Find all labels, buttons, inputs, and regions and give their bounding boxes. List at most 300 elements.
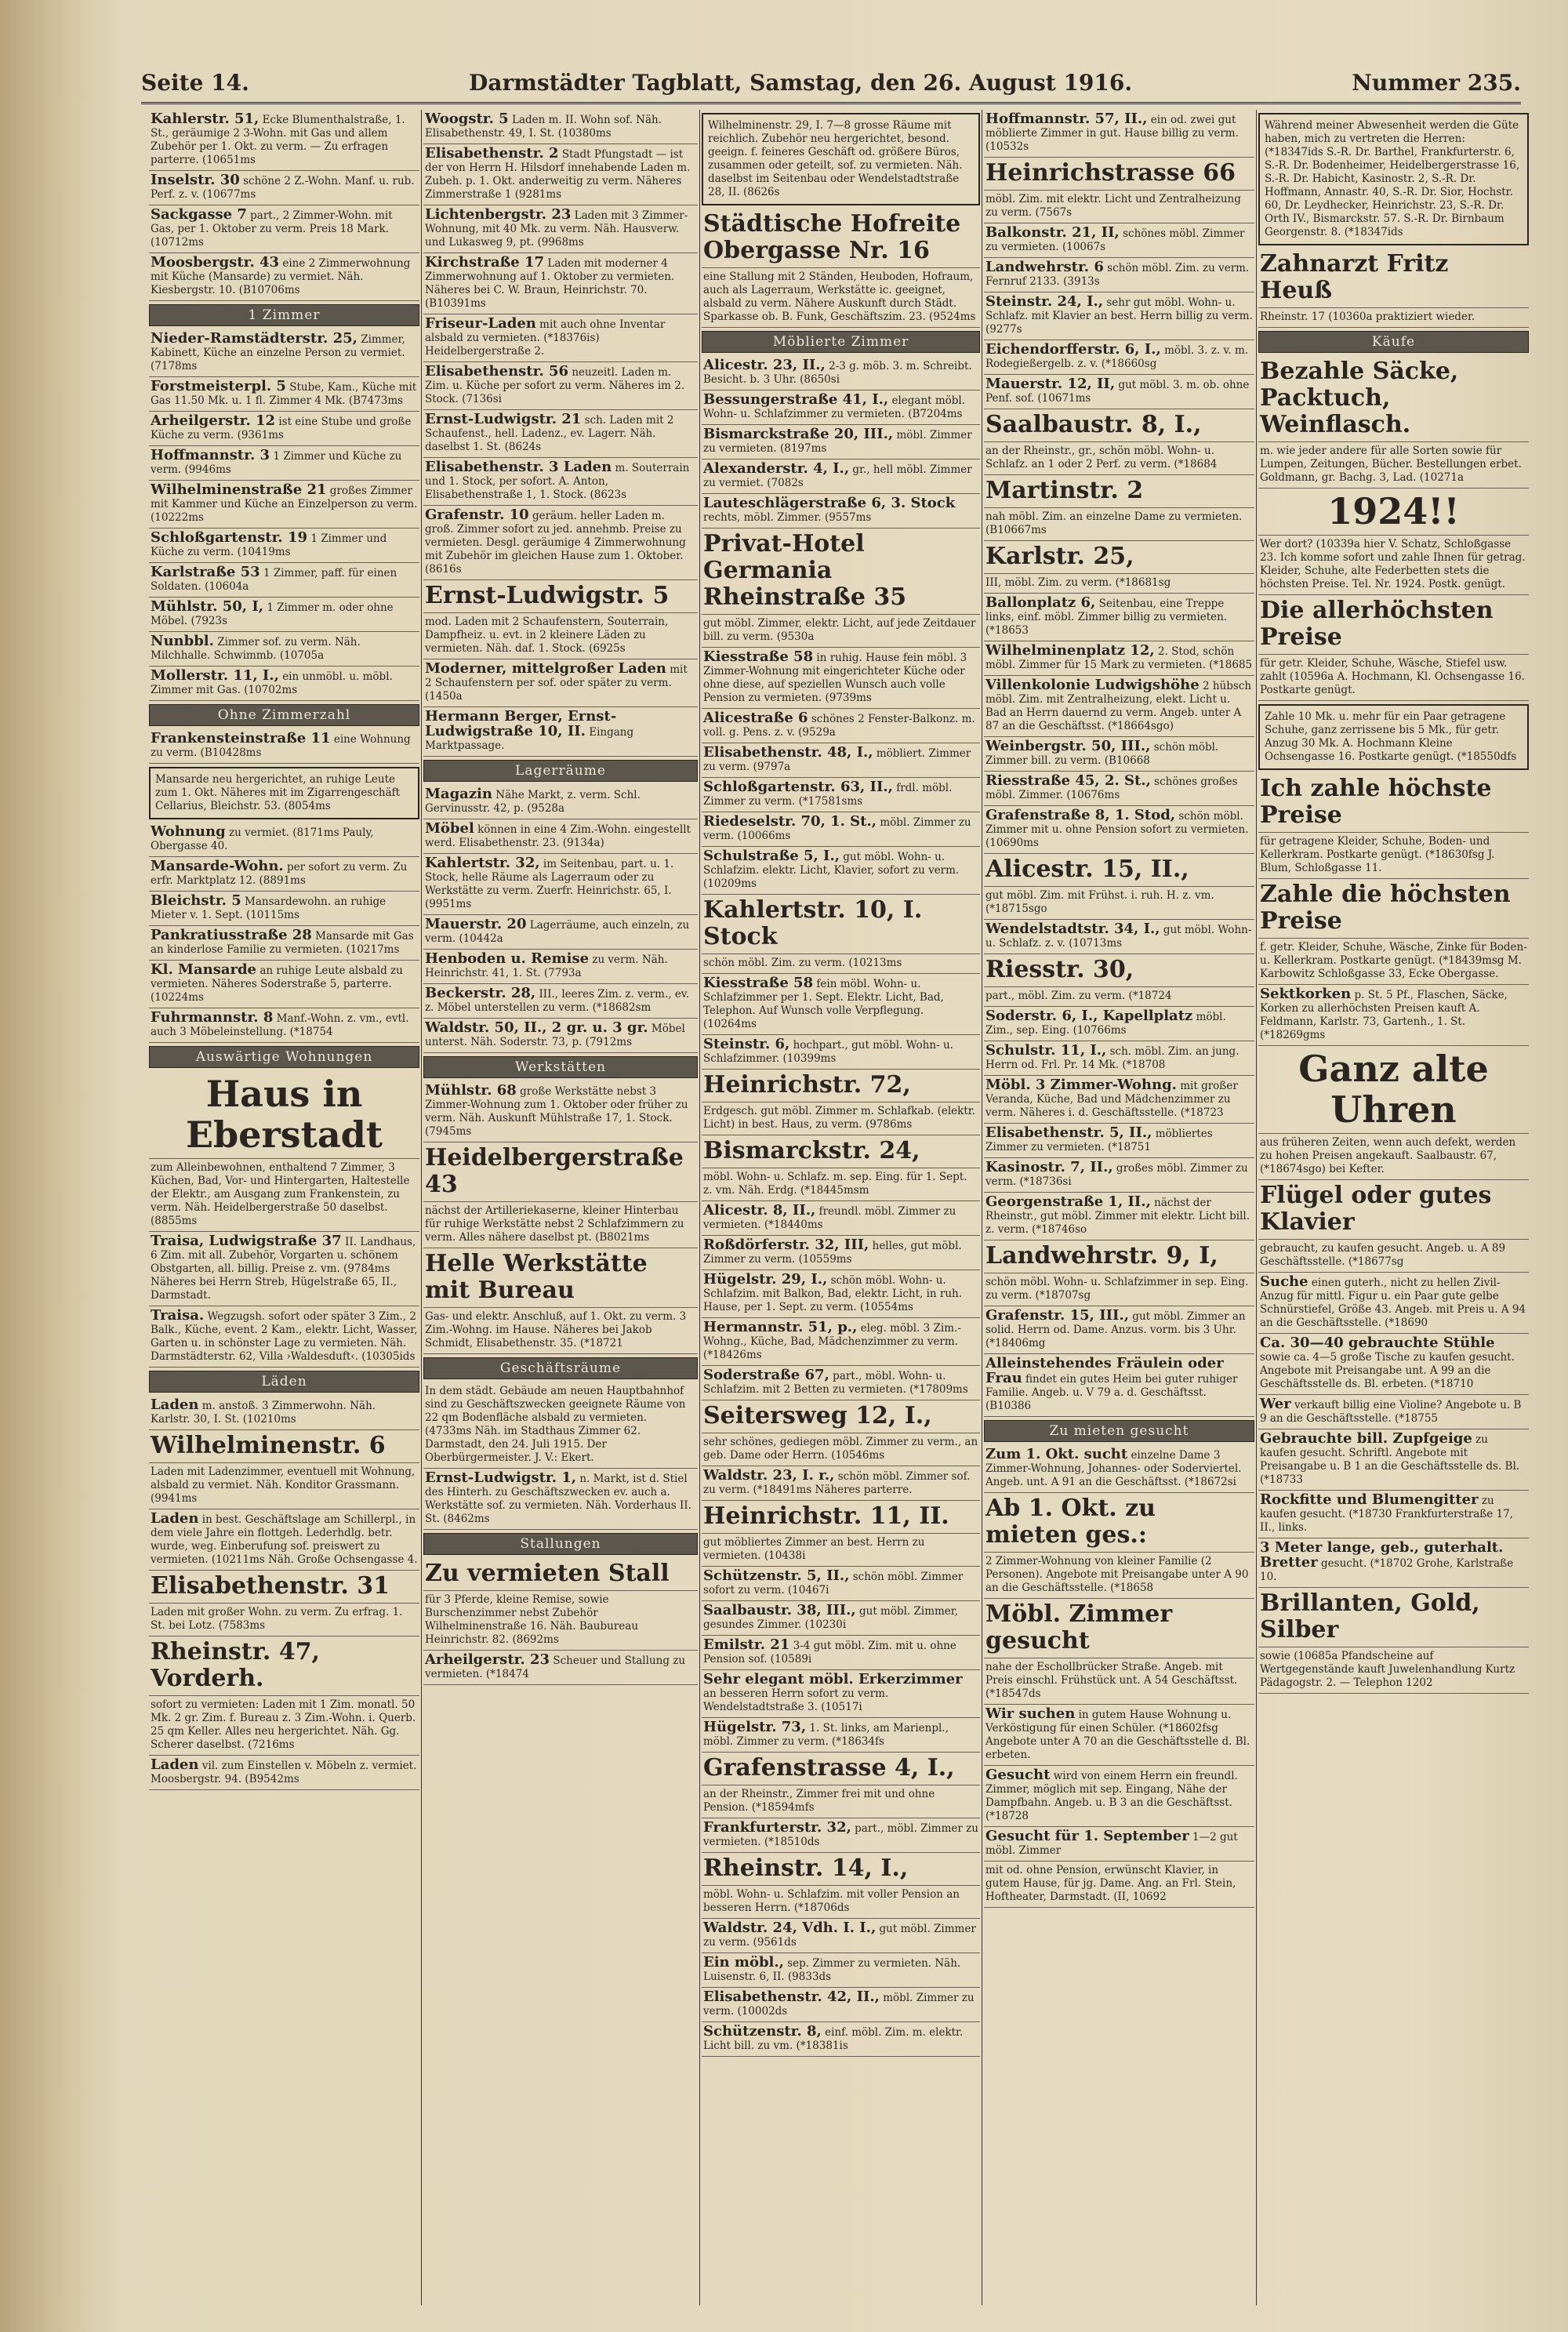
ad-headline: Privat-Hotel Germania Rheinstraße 35 (703, 530, 907, 611)
classified-ad (1258, 1334, 1529, 1395)
ad-headline: Zahle die höchsten Preise (1260, 881, 1511, 935)
ad-text: Gas- und elektr. Anschluß, auf 1. Okt. zu verm. 3 Zim.-Wohng. im Hause. Näheres bei Jakob Schmidt, Elisabethenstr. 35. (*18721 (425, 1310, 687, 1349)
ad-text: in gutem Hause Wohnung u. Verköstigung für einen Schüler. (*18602fsg Angebote unter A 70 an die Geschäftsstelle d. Bl. erbeten. (985, 1709, 1250, 1761)
ad-text: Stadt Pfungstadt — ist der von Herrn H. Hilsdorf innehabende Laden m. Zubeh. p. 1. Okt. anderweitig zu verm. Näheres Zimmerstraße 1 (9281ms (425, 148, 691, 201)
classified-ad (423, 458, 698, 506)
classified-ad (1258, 1491, 1529, 1538)
classified-ad (984, 574, 1254, 594)
classified-ad (702, 1070, 980, 1102)
boxed-advertisement: Zahle 10 Mk. u. mehr für ein Paar getragene Schuhe, ganz zerrissene bis 5 Mk., für getr. Anzug 30 Mk. A. Hochmann Kleine Ochsengasse 16. Postkarte genügt. (*18550dfs (1258, 704, 1529, 770)
ad-text: möbl. Wohn- u. Schlafz. m. sep. Eing. für 1. Sept. z. vm. Näh. Erdg. (*18445msm (703, 1171, 967, 1197)
classified-ad (984, 1493, 1254, 1553)
ad-keyword: Alicestraße 6 (703, 710, 808, 726)
ad-text: 1 Zimmer m. oder ohne Möbel. (7923s (151, 601, 394, 627)
classified-ad (149, 1232, 419, 1306)
classified-ad (984, 987, 1254, 1007)
classified-ad (984, 1766, 1254, 1827)
ad-keyword: Sehr elegant möbl. Erkerzimmer (703, 1671, 963, 1687)
classified-ad (149, 1159, 419, 1232)
ad-text: Scheuer und Stallung zu vermieten. (*18474 (425, 1655, 686, 1680)
ad-keyword: Balkonstr. 21, II, (985, 224, 1120, 241)
ad-keyword: Traisa, Ludwigstraße 37 (151, 1233, 342, 1249)
ad-keyword: Laden (151, 1756, 199, 1773)
classified-ad (1258, 1395, 1529, 1429)
ad-text: nahe der Eschollbrücker Straße. Angeb. mit Preis einschl. Frühstück unt. A 54 Geschäftsst. (*18547ds (985, 1661, 1238, 1700)
ad-text: ein unmöbl. u. möbl. Zimmer mit Gas. (10702ms (151, 670, 393, 696)
classified-ad (149, 1071, 419, 1159)
ad-text: Eingang Marktpassage. (425, 726, 634, 752)
classified-ad (984, 1658, 1254, 1705)
ad-text: Ecke Blumenthalstraße, 1. St., geräumige 2 3-Wohn. mit Gas und allem Zubehör per 1. Okt. zu verm. — Zu erfragen parterre. (10651ms (151, 114, 405, 166)
classified-ad (702, 1953, 980, 1988)
classified-ad (984, 541, 1254, 574)
ad-text: mod. Laden mit 2 Schaufenstern, Souterrain, Dampfheiz. u. evt. in 2 kleinere Läden zu vermieten. Näh. daf. 1. Stock. (6925s (425, 616, 669, 655)
ad-text: Zimmer, Kabinett, Küche an einzelne Person zu vermiet. (7178ms (151, 333, 405, 372)
classified-ad (702, 1466, 980, 1501)
ad-keyword: Frankensteinstraße 11 (151, 730, 331, 746)
ad-keyword: Schützenstr. 5, II., (703, 1567, 850, 1584)
ad-keyword: Schloßgartenstr. 19 (151, 529, 308, 546)
classified-ad (423, 253, 698, 314)
ad-keyword: Emilstr. 21 (703, 1636, 790, 1653)
classified-ad (984, 676, 1254, 737)
ad-headline: Heidelbergerstraße 43 (425, 1144, 684, 1198)
ad-keyword: Nunbbl. (151, 633, 214, 649)
ad-keyword: Moderner, mittelgroßer Laden (425, 660, 666, 677)
classified-ad (149, 1396, 419, 1430)
classified-ad (149, 412, 419, 446)
classified-ad (984, 737, 1254, 772)
classified-ad (702, 459, 980, 494)
boxed-advertisement: Mansarde neu hergerichtet, an ruhige Leute zum 1. Okt. Näheres mit im Zigarrengeschäft Cellarius, Bleichstr. 53. (8054ms (149, 767, 419, 819)
ad-display-headline: Ganz alte Uhren (1298, 1048, 1489, 1131)
classified-ad (149, 1008, 419, 1043)
classified-ad (423, 580, 698, 613)
ad-text: möbl. Wohn- u. Schlafzim. mit voller Pension an besseren Herrn. (*18706ds (703, 1888, 960, 1914)
classified-ad (149, 110, 419, 171)
ad-keyword: Bleichstr. 5 (151, 892, 241, 909)
classified-ad (149, 205, 419, 253)
ad-keyword: Friseur-Laden (425, 315, 536, 332)
ad-text: gebraucht, zu kaufen gesucht. Angeb. u. A 89 Geschäftsstelle. (*18677sg (1260, 1242, 1506, 1268)
ad-display-headline: Haus in Eberstadt (185, 1073, 383, 1156)
classified-ad (984, 475, 1254, 508)
ad-text: schönes möbl. Zimmer zu vermieten. (10067s (985, 227, 1245, 253)
classified-ad (1258, 773, 1529, 833)
ad-keyword: Mühlstr. 50, I, (151, 598, 264, 615)
classified-ad (702, 812, 980, 847)
ad-text: gr., hell möbl. Zimmer zu vermiet. (7082s (703, 463, 972, 489)
classified-ad (702, 1035, 980, 1070)
ad-keyword: Ein möbl., (703, 1954, 784, 1971)
ad-text: 1. St. links, am Marienpl., möbl. Zimmer zu verm. (*18634fs (703, 1722, 949, 1748)
classified-ad (984, 1193, 1254, 1240)
ad-text: p. St. 5 Pf., Flaschen, Säcke, Korken zu allerhöchsten Preisen kauft A. Feldmann, Karlstr. 73, Gartenh., 1. St. (*18269gms (1260, 989, 1508, 1041)
ad-text: können in eine 4 Zim.-Wohn. eingestellt werd. Elisabethenstr. 23. (9134a) (425, 823, 691, 849)
column-rule (421, 110, 422, 2305)
ad-keyword: Riesstraße 45, 2. St., (985, 772, 1151, 789)
ad-display-headline: 1924!! (1327, 490, 1460, 532)
classified-ad (984, 920, 1254, 954)
section-heading: Käufe (1258, 331, 1529, 353)
ad-text: part., 2 Zimmer-Wohn. mit Gas, per 1. Oktober zu verm. Preis 18 Mark. (10712ms (151, 209, 393, 249)
ad-text: Rheinstr. 17 (10360a praktiziert wieder. (1260, 311, 1475, 323)
ad-text: schön möbl. Zimmer mit u. ohne Pension sofort zu vermieten. (10690ms (985, 810, 1249, 849)
ad-text: geräum. heller Laden m. groß. Zimmer sofort zu jed. annehmb. Preise zu vermieten. Desgl. geräumige 4 Zimmerwohnung mit Zubehör im gleichen Hause zum 1. Oktober. (8616s (425, 510, 686, 576)
ad-text: part., möbl. Wohn- u. Schlafzim. mit 2 Betten zu vermieten. (*17809ms (703, 1370, 968, 1396)
ad-text: in best. Geschäftslage am Schillerpl., in dem viele Jahre ein flottgeh. Lederhdlg. betr. wurde, weg. Einberufung sof. preiswert zu vermieten. (10211ms Näh. Große Ochsengasse 4. (151, 1513, 418, 1566)
classified-ad (423, 1248, 698, 1308)
ad-headline: Rheinstr. 47, Vorderh. (151, 1638, 320, 1692)
classified-ad (984, 1240, 1254, 1273)
classified-ad (423, 1019, 698, 1053)
classified-ad (1258, 939, 1529, 985)
ad-text: Nähe Markt, z. verm. Schl. Gervinusstr. 42, p. (9528a (425, 789, 641, 815)
ad-headline: Ernst-Ludwigstr. 5 (425, 582, 670, 609)
classified-ad (423, 984, 698, 1019)
ad-text: Stube, Kam., Küche mit Gas 11.50 Mk. u. 1 fl. Zimmer 4 Mk. (B7473ms (151, 381, 417, 407)
classified-ad (702, 648, 980, 709)
classified-ad (149, 1604, 419, 1636)
ad-text: für 3 Pferde, kleine Remise, sowie Burschenzimmer nebst Zubehör Wilhelminenstraße 16. Näh. Baubureau Heinrichstr. 82. (8692ms (425, 1593, 639, 1646)
ad-keyword: Hügelstr. 29, I., (703, 1271, 828, 1288)
column-5 (1258, 110, 1529, 2305)
classified-ad (423, 819, 698, 854)
ad-keyword: Schulstraße 5, I., (703, 848, 840, 864)
classified-ad (702, 1366, 980, 1400)
ad-text: Seitenbau, eine Treppe links, einf. möbl. Zimmer billig zu vermieten. (*18653 (985, 598, 1228, 637)
ad-keyword: Waldstr. 50, II., 2 gr. u. 3 gr. (425, 1019, 648, 1036)
ad-text: Manf.-Wohn. z. vm., evtl. auch 3 Möbeleinstellung. (*18754 (151, 1012, 409, 1038)
ad-keyword: Waldstr. 23, I. r., (703, 1467, 835, 1484)
ad-text: Wer dort? (10339a hier V. Schatz, Schloßgasse 23. Ich komme sofort und zahle Ihnen für getrag. Kleider, Schuhe, alte Federbetten stets die höchsten Preise. Tel. Nr. 1924. Postk. genügt. (1260, 538, 1526, 590)
classified-ad (702, 1636, 980, 1670)
ad-keyword: Ca. 30—40 gebrauchte Stühle (1260, 1335, 1495, 1351)
ad-text: schön möbl. Zim. zu verm. Fernruf 2133. (3913s (985, 262, 1250, 288)
ad-text: Laden mit großer Wohn. zu verm. Zu erfrag. 1. St. bei Lotz. (7583ms (151, 1606, 403, 1632)
ad-text: 1 Zimmer und Küche zu verm. (10419ms (151, 532, 387, 558)
ad-text: möbl. Zim. mit elektr. Licht und Zentralheizung zu verm. (7567s (985, 193, 1241, 219)
ad-keyword: Lauteschlägerstraße 6, 3. Stock (703, 495, 956, 511)
ad-headline: Martinstr. 2 (985, 477, 1144, 504)
ad-keyword: Kasinostr. 7, II., (985, 1159, 1113, 1175)
classified-ad (702, 1168, 980, 1201)
ad-text: einen guterh., nicht zu hellen Zivil-Anzug für mittl. Figur u. ein Paar gute gelbe Schnürstiefel, Größe 43. Angeb. mit Preis u. A 94 an die Geschäftsstelle. (*18690 (1260, 1277, 1526, 1329)
ad-text: elegant möbl. Wohn- u. Schlafzimmer zu vermieten. (B7204ms (703, 394, 966, 420)
section-heading: Stallungen (423, 1533, 698, 1555)
classified-ad (702, 1201, 980, 1236)
ad-keyword: Hoffmannstr. 3 (151, 447, 270, 463)
column-rule (1256, 110, 1257, 2305)
ad-keyword: Alexanderstr. 4, I., (703, 460, 850, 477)
classified-ad (984, 375, 1254, 409)
classified-ad (984, 1076, 1254, 1124)
ad-text: m. anstoß. 3 Zimmerwohn. Näh. Karlstr. 30, I. St. (10210ms (151, 1400, 376, 1426)
ad-headline: Karlstr. 25, (985, 543, 1134, 570)
classified-ad (149, 823, 419, 857)
ad-text: 1 Zimmer und Küche zu verm. (9946ms (151, 450, 402, 476)
ad-keyword: Kl. Mansarde (151, 961, 257, 978)
classified-ad (423, 659, 698, 707)
classified-ad (423, 950, 698, 984)
classified-ad (702, 1135, 980, 1168)
classified-ad (702, 209, 980, 268)
ad-text: Mansarde mit Gas an kinderlose Familie zu vermieten. (10217ms (151, 930, 414, 956)
classified-ad (149, 857, 419, 892)
ad-text: möbliertes Zimmer zu vermieten. (*18751 (985, 1128, 1213, 1153)
ad-headline: Seitersweg 12, I., (703, 1402, 932, 1429)
ad-text: wird von einem Herrn ein freundl. Zimmer, möglich mit sep. Eingang, Nähe der Dampfbahn. Angeb. u. B 3 an die Geschäftsst. (*18728 (985, 1770, 1238, 1822)
ad-headline: Riesstr. 30, (985, 956, 1134, 983)
ad-text: gut möbl. Wohn- u. Schlafz. z. v. (10713ms (985, 924, 1252, 950)
classified-ad (702, 390, 980, 425)
classified-ad (1258, 595, 1529, 655)
section-heading: Möblierte Zimmer (702, 331, 980, 353)
classified-ad (702, 2022, 980, 2057)
classified-ad (149, 1463, 419, 1509)
ad-text: eine 2 Zimmerwohnung mit Küche (Mansarde) zu vermiet. Näh. Kiesbergstr. 10. (B10706ms (151, 257, 411, 296)
classified-ad (1258, 1273, 1529, 1334)
classified-ad (1258, 489, 1529, 536)
ad-keyword: Mollerstr. 11, I., (151, 667, 279, 684)
classified-ad (984, 854, 1254, 887)
classified-ad (984, 1306, 1254, 1354)
classified-ad (702, 1433, 980, 1466)
ad-text: 2 hübsch möbl. Zim. mit Zentralheizung, elekt. Licht u. Bad an Herrn dauernd zu verm. Angeb. unter A 87 an die Geschäftsst. (*18664sgo) (985, 680, 1252, 732)
ad-text: f. getr. Kleider, Schuhe, Wäsche, Zinke für Boden- u. Kellerkram. Postkarte genügt. (*18439msg M. Karbowitz Schloßgasse 33, Ecke Obergasse. (1260, 941, 1527, 980)
ad-text: hochpart., gut möbl. Wohn- u. Schlafzimmer. (10399ms (703, 1039, 953, 1065)
classified-ad (149, 729, 419, 764)
classified-ad (702, 847, 980, 895)
ad-text: möbl. Zimmer zu vermieten. (8197ms (703, 429, 972, 455)
classified-ad (984, 1553, 1254, 1599)
classified-ad (423, 410, 698, 458)
ad-text: In dem städt. Gebäude am neuen Hauptbahnhof sind zu Geschäftszwecken geeignete Räume von 22 qm Bodenfläche alsbald zu vermieten. (4733ms Näh. im Stadthaus Zimmer 62. Darmstadt, den 24. Juli 1915. Der Oberbürgermeister. J. V.: Ekert. (425, 1385, 686, 1464)
ad-keyword: Kiesstraße 58 (703, 648, 814, 665)
ad-text: Möbel unterst. Näh. Soderstr. 73, p. (7912ms (425, 1023, 685, 1048)
section-heading: Geschäftsräume (423, 1357, 698, 1379)
ad-keyword: Saalbaustr. 38, III., (703, 1602, 856, 1618)
ad-keyword: Bismarckstraße 20, III., (703, 426, 894, 442)
ad-text: gesucht. (*18702 Grohe, Karlstraße 10. (1260, 1557, 1514, 1583)
ad-text: sch. möbl. Zim. an jung. Herrn od. Frl. Pr. 14 Mk. (*18708 (985, 1045, 1240, 1071)
classified-ad (702, 1853, 980, 1886)
ad-text: n. Markt, ist d. Stiel des Hinterh. zu Geschäftszwecken ev. auch a. Werkstätte sof. zu vermieten. Näh. Vorderhaus II. St. (8462ms (425, 1473, 691, 1525)
ad-text: III., leeres Zim. z. verm., ev. z. Möbel unterstellen zu verm. (*18682sm (425, 988, 690, 1014)
classified-ad (1258, 833, 1529, 879)
classified-ad (423, 613, 698, 659)
ad-text: m. Souterrain und 1. Stock, per sofort. A. Anton, Elisabethenstraße 1, 1. Stock. (8623s (425, 462, 690, 501)
ad-headline: Alicestr. 15, II., (985, 855, 1189, 883)
ad-keyword: Möbl. 3 Zimmer-Wohng. (985, 1077, 1177, 1093)
classified-ad (702, 425, 980, 459)
ad-text: großes möbl. Zimmer zu verm. (*18736si (985, 1162, 1248, 1188)
classified-ad (1258, 442, 1529, 489)
newspaper-title-date: Darmstädter Tagblatt, Samstag, den 26. August 1916. (469, 69, 1133, 96)
classified-ad (149, 1636, 419, 1696)
ad-keyword: Ernst-Ludwigstr. 21 (425, 411, 582, 427)
ad-text: schön möbl. Zimmer bill. zu verm. (B10668 (985, 741, 1219, 767)
ad-text: fein möbl. Wohn- u. Schlafzimmer per 1. Sept. Elektr. Licht, Bad, Telephon. Auf Wunsch volle Verpflegung. (10264ms (703, 978, 944, 1030)
ad-keyword: 3 Meter lange, geb., guterhalt. Bretter (1260, 1539, 1504, 1571)
classified-ad (1258, 249, 1529, 308)
ad-text: Wegzugsh. sofort oder später 3 Zim., 2 Balk., Küche, event. 2 Kam., elektr. Licht, Wasser, Garten u. in schönster Lage zu vermieten. Näh. Darmstädterstr. 62, Villa ›Waldesduft‹. (10305ids (151, 1310, 418, 1363)
ad-text: eine Stallung mit 2 Ständen, Heuboden, Hofraum, auch als Lagerraum, Werkstätte ic. geeignet, alsbald zu verm. Nähere Auskunft durch Städt. Sparkasse ob. B. Funk, Geschäftszim. 23. (9524ms (703, 271, 976, 323)
ad-keyword: Pankratiusstraße 28 (151, 927, 312, 943)
ad-keyword: Wer (1260, 1396, 1291, 1412)
ad-text: II. Landhaus, 6 Zim. mit all. Zubehör, Vorgarten u. schönem Obstgarten, all. billig. Preise z. vm. (9784ms Näheres bei Herrn Streb, Hügelstraße 65, II., Darmstadt. (151, 1236, 416, 1302)
classified-ad (984, 442, 1254, 475)
boxed-advertisement: Während meiner Abwesenheit werden die Güte haben, mich zu vertreten die Herren: (*18347ids S.-R. Dr. Barthel, Frankfurterstr. 6, S.-R. Dr. Bodenheimer, Heidelbergerstrasse 16, S.-R. Dr. Habicht, Kasinostr. 2, S.-R. Dr. Hoffmann, Annastr. 40, S.-R. Dr. Sior, Hochstr. 60, Dr. Leydhecker, Heinrichstr. 23, S.-R. Dr. Orth IV., Bismarckstr. 57. S.-R. Dr. Birnbaum Georgenstr. 8. (*18347ids (1258, 113, 1529, 245)
classified-ad (702, 494, 980, 529)
classified-ad (702, 1753, 980, 1785)
ad-text: vil. zum Einstellen v. Möbeln z. vermiet. Moosbergstr. 94. (B9542ms (151, 1760, 417, 1785)
classified-ad (984, 954, 1254, 987)
classified-ad (702, 1670, 980, 1718)
section-heading: Ohne Zimmerzahl (149, 704, 419, 726)
ad-text: an der Rheinstr., Zimmer frei mit und ohne Pension. (*18594mfs (703, 1788, 935, 1814)
classified-ad (149, 1756, 419, 1790)
section-heading: Lagerräume (423, 760, 698, 782)
ad-headline: Ich zahle höchste Preise (1260, 775, 1492, 829)
ad-text: sehr gut möbl. Wohn- u. Schlafz. mit Klavier an best. Herrn billig zu verm. (9277s (985, 296, 1253, 336)
ad-keyword: Gesucht für 1. September (985, 1828, 1189, 1844)
ad-text: frdl. möbl. Zimmer zu verm. (*17581sms (703, 782, 953, 808)
column-4 (984, 110, 1254, 2305)
ad-text: neuzeitl. Laden m. Zim. u. Küche per sofort zu verm. Näheres im 2. Stock. (7136si (425, 366, 685, 405)
classified-ad (984, 1158, 1254, 1193)
classified-ad (984, 1273, 1254, 1306)
classified-ad (149, 598, 419, 632)
classified-ad (984, 158, 1254, 191)
classified-ad (1258, 655, 1529, 701)
ad-text: sehr schönes, gediegen möbl. Zimmer zu verm., an geb. Dame oder Herrn. (10546ms (703, 1436, 978, 1462)
ad-text: part., möbl. Zimmer zu vermieten. (*18510ds (703, 1822, 978, 1848)
ad-text: 2 Zimmer-Wohnung von kleiner Familie (2 Personen). Angebote mit Preisangabe unter A 90 an die Geschäftsstelle. (*18658 (985, 1555, 1249, 1594)
ad-text: nächst der Artilleriekaserne, kleiner Hinterbau für ruhige Werkstätte nebst 2 Schlafzimmern zu verm. Alles nähere daselbst pt. (B8021ms (425, 1204, 684, 1244)
classified-ad (702, 529, 980, 615)
classified-ad (1258, 1240, 1529, 1273)
ad-keyword: Forstmeisterpl. 5 (151, 378, 286, 394)
ad-keyword: Nieder-Ramstädterstr. 25, (151, 330, 358, 347)
ad-text: mit 2 Schaufenstern per sof. oder später zu verm. (1450a (425, 663, 688, 703)
classified-ad (984, 1124, 1254, 1158)
ad-headline: Landwehrstr. 9, I, (985, 1242, 1218, 1270)
ad-text: 3-4 gut möbl. Zim. mit u. ohne Pension sof. (10589i (703, 1640, 956, 1665)
ad-text: schöne 2 Z.-Wohn. Manf. u. rub. Perf. z. v. (10677ms (151, 175, 415, 201)
ad-keyword: Hoffmannstr. 57, II., (985, 111, 1148, 127)
classified-ad (702, 954, 980, 974)
classified-ad (702, 1534, 980, 1567)
ad-text: Lagerräume, auch einzeln, zu verm. (10442a (425, 919, 690, 945)
classified-ad (702, 1567, 980, 1601)
ad-text: findet ein gutes Heim bei guter ruhiger Familie. Angeb. u. V 79 a. d. Geschäftsst. (B10386 (985, 1373, 1238, 1412)
ad-keyword: Möbel (425, 820, 474, 837)
ad-text: sep. Zimmer zu vermieten. Näh. Luisenstr. 6, II. (9833ds (703, 1957, 961, 1983)
section-heading: 1 Zimmer (149, 304, 419, 326)
ad-text: eleg. möbl. 3 Zim.-Wohng., Küche, Bad, Mädchenzimmer zu verm. (*18426ms (703, 1322, 961, 1361)
ad-text: freundl. möbl. Zimmer zu vermieten. (*18440ms (703, 1205, 956, 1231)
classified-ad (1258, 536, 1529, 595)
classified-ad (984, 508, 1254, 541)
classified-ad (149, 481, 419, 529)
classified-ad (702, 1988, 980, 2022)
classified-ad (1258, 1588, 1529, 1647)
classified-ad (423, 1591, 698, 1651)
ad-headline: Heinrichstr. 72, (703, 1071, 911, 1099)
section-heading: Auswärtige Wohnungen (149, 1046, 419, 1068)
classified-ad (149, 446, 419, 481)
ad-text: große Werkstätte nebst 3 Zimmer-Wohnung zum 1. Oktober oder früher zu verm. Näh. Auskunft Mühlstraße 17, 1. Stock. (7945ms (425, 1085, 688, 1138)
ad-text: m. wie jeder andere für alle Sorten sowie für Lumpen, Zeitungen, Bücher. Bestellungen erbet. Goldmann, gr. Bachg. 3, Lad. (10271a (1260, 445, 1522, 484)
classified-ad (702, 1270, 980, 1318)
classified-ad (702, 709, 980, 743)
ad-text: gut möbliertes Zimmer an best. Herrn zu vermieten. (10438i (703, 1536, 925, 1562)
ad-text: III, möbl. Zim. zu verm. (*18681sg (985, 576, 1171, 589)
ad-text: einf. möbl. Zim. m. elektr. Licht bill. zu vm. (*18381is (703, 2026, 964, 2052)
ad-headline: Rheinstr. 14, I., (703, 1854, 909, 1882)
classified-ad (984, 340, 1254, 375)
ad-headline: Ab 1. Okt. zu mieten ges.: (985, 1495, 1156, 1549)
page-number: Seite 14. (141, 69, 249, 96)
ad-text: schönes 2 Fenster-Balkonz. m. voll. g. Pens. z. v. (9529a (703, 713, 975, 739)
classified-ad (423, 1558, 698, 1591)
ad-text: nächst der Rheinstr., gut möbl. Zimmer mit elektr. Licht bill. z. verm. (*18746so (985, 1197, 1250, 1236)
ad-keyword: Fuhrmannstr. 8 (151, 1009, 274, 1026)
classified-ad (423, 1202, 698, 1248)
classified-ad (149, 1571, 419, 1604)
ad-text: an ruhige Leute alsbald zu vermieten. Näheres Soderstraße 5, parterre. (10224ms (151, 964, 403, 1004)
ad-text: schön möbl. Zimmer sofort zu verm. (10467i (703, 1571, 964, 1596)
ad-keyword: Landwehrstr. 6 (985, 259, 1104, 275)
ad-keyword: Roßdörferstr. 32, III, (703, 1237, 869, 1253)
ad-text: für getr. Kleider, Schuhe, Wäsche, Stiefel usw. zahlt (10596a A. Hochmann, Kl. Ochsengasse 16. Postkarte genügt. (1260, 657, 1525, 696)
ad-keyword: Arheilgerstr. 12 (151, 412, 276, 429)
ad-keyword: Wilhelminenplatz 12, (985, 642, 1155, 659)
ad-text: an besseren Herrn sofort zu verm. Wendelstadtstraße 3. (10517i (703, 1687, 889, 1713)
ad-headline: Flügel oder gutes Klavier (1260, 1182, 1492, 1236)
classified-ad (149, 632, 419, 667)
ad-text: eine Wohnung zu verm. (B10428ms (151, 733, 411, 759)
classified-ad (1258, 1429, 1529, 1491)
classified-ad (149, 171, 419, 205)
ad-text: mit großer Veranda, Küche, Bad und Mädchenzimmer zu verm. Näheres i. d. Geschäftsstelle. (*18723 (985, 1080, 1238, 1119)
ad-text: verkauft billig eine Violine? Angebote u. B 9 an die Geschäftsstelle. (*18755 (1260, 1399, 1522, 1425)
ad-keyword: Hügelstr. 73, (703, 1719, 807, 1735)
ad-text: 2-3 g. möb. 3. m. Schreibt. Besicht. b. 3 Uhr. (8650si (703, 360, 972, 386)
ad-headline: Helle Werkstätte mit Bureau (425, 1250, 648, 1304)
ad-text: im Seitenbau, part. u. 1. Stock, helle Räume als Lagerraum oder zu Werkstätte zu verm. Zuerfr. Heinrichstr. 65, I. (9951ms (425, 858, 674, 910)
ad-text: schön möbl. Zimmer sof. zu verm. (*18491ms Näheres parterre. (703, 1470, 971, 1496)
ad-text: mit auch ohne Inventar alsbald zu vermieten. (*18376is) Heidelbergerstraße 2. (425, 318, 666, 358)
classified-ad (1258, 1538, 1529, 1588)
ad-text: per sofort zu verm. Zu erfr. Marktplatz 12. (8891ms (151, 861, 408, 887)
ad-headline: Kahlertstr. 10, I. Stock (703, 896, 923, 950)
ad-keyword: Laden (151, 1510, 199, 1527)
classified-ad (423, 1308, 698, 1354)
ad-text: gut möbl. Zimmer, gesundes Zimmer. (10230i (703, 1605, 959, 1631)
ad-text: gut möbl. Zim. mit Frühst. i. ruh. H. z. vm. (*18715sgo (985, 889, 1214, 915)
ad-keyword: Henboden u. Remise (425, 950, 590, 967)
classified-ad (984, 1599, 1254, 1658)
ad-headline: Zu vermieten Stall (425, 1560, 670, 1587)
ad-text: aus früheren Zeiten, wenn auch defekt, werden zu hohen Preisen angekauft. Saalbaustr. 67, (*18674sgo) bei Kefter. (1260, 1136, 1516, 1175)
ad-keyword: Moosbergstr. 43 (151, 254, 280, 271)
ad-keyword: Wir suchen (985, 1705, 1076, 1722)
ad-text: für getragene Kleider, Schuhe, Boden- und Kellerkram. Postkarte genügt. (*18630fsg J. Blum, Schloßgasse 11. (1260, 835, 1495, 874)
classified-ad (1258, 356, 1529, 442)
classified-ad (702, 1236, 980, 1270)
